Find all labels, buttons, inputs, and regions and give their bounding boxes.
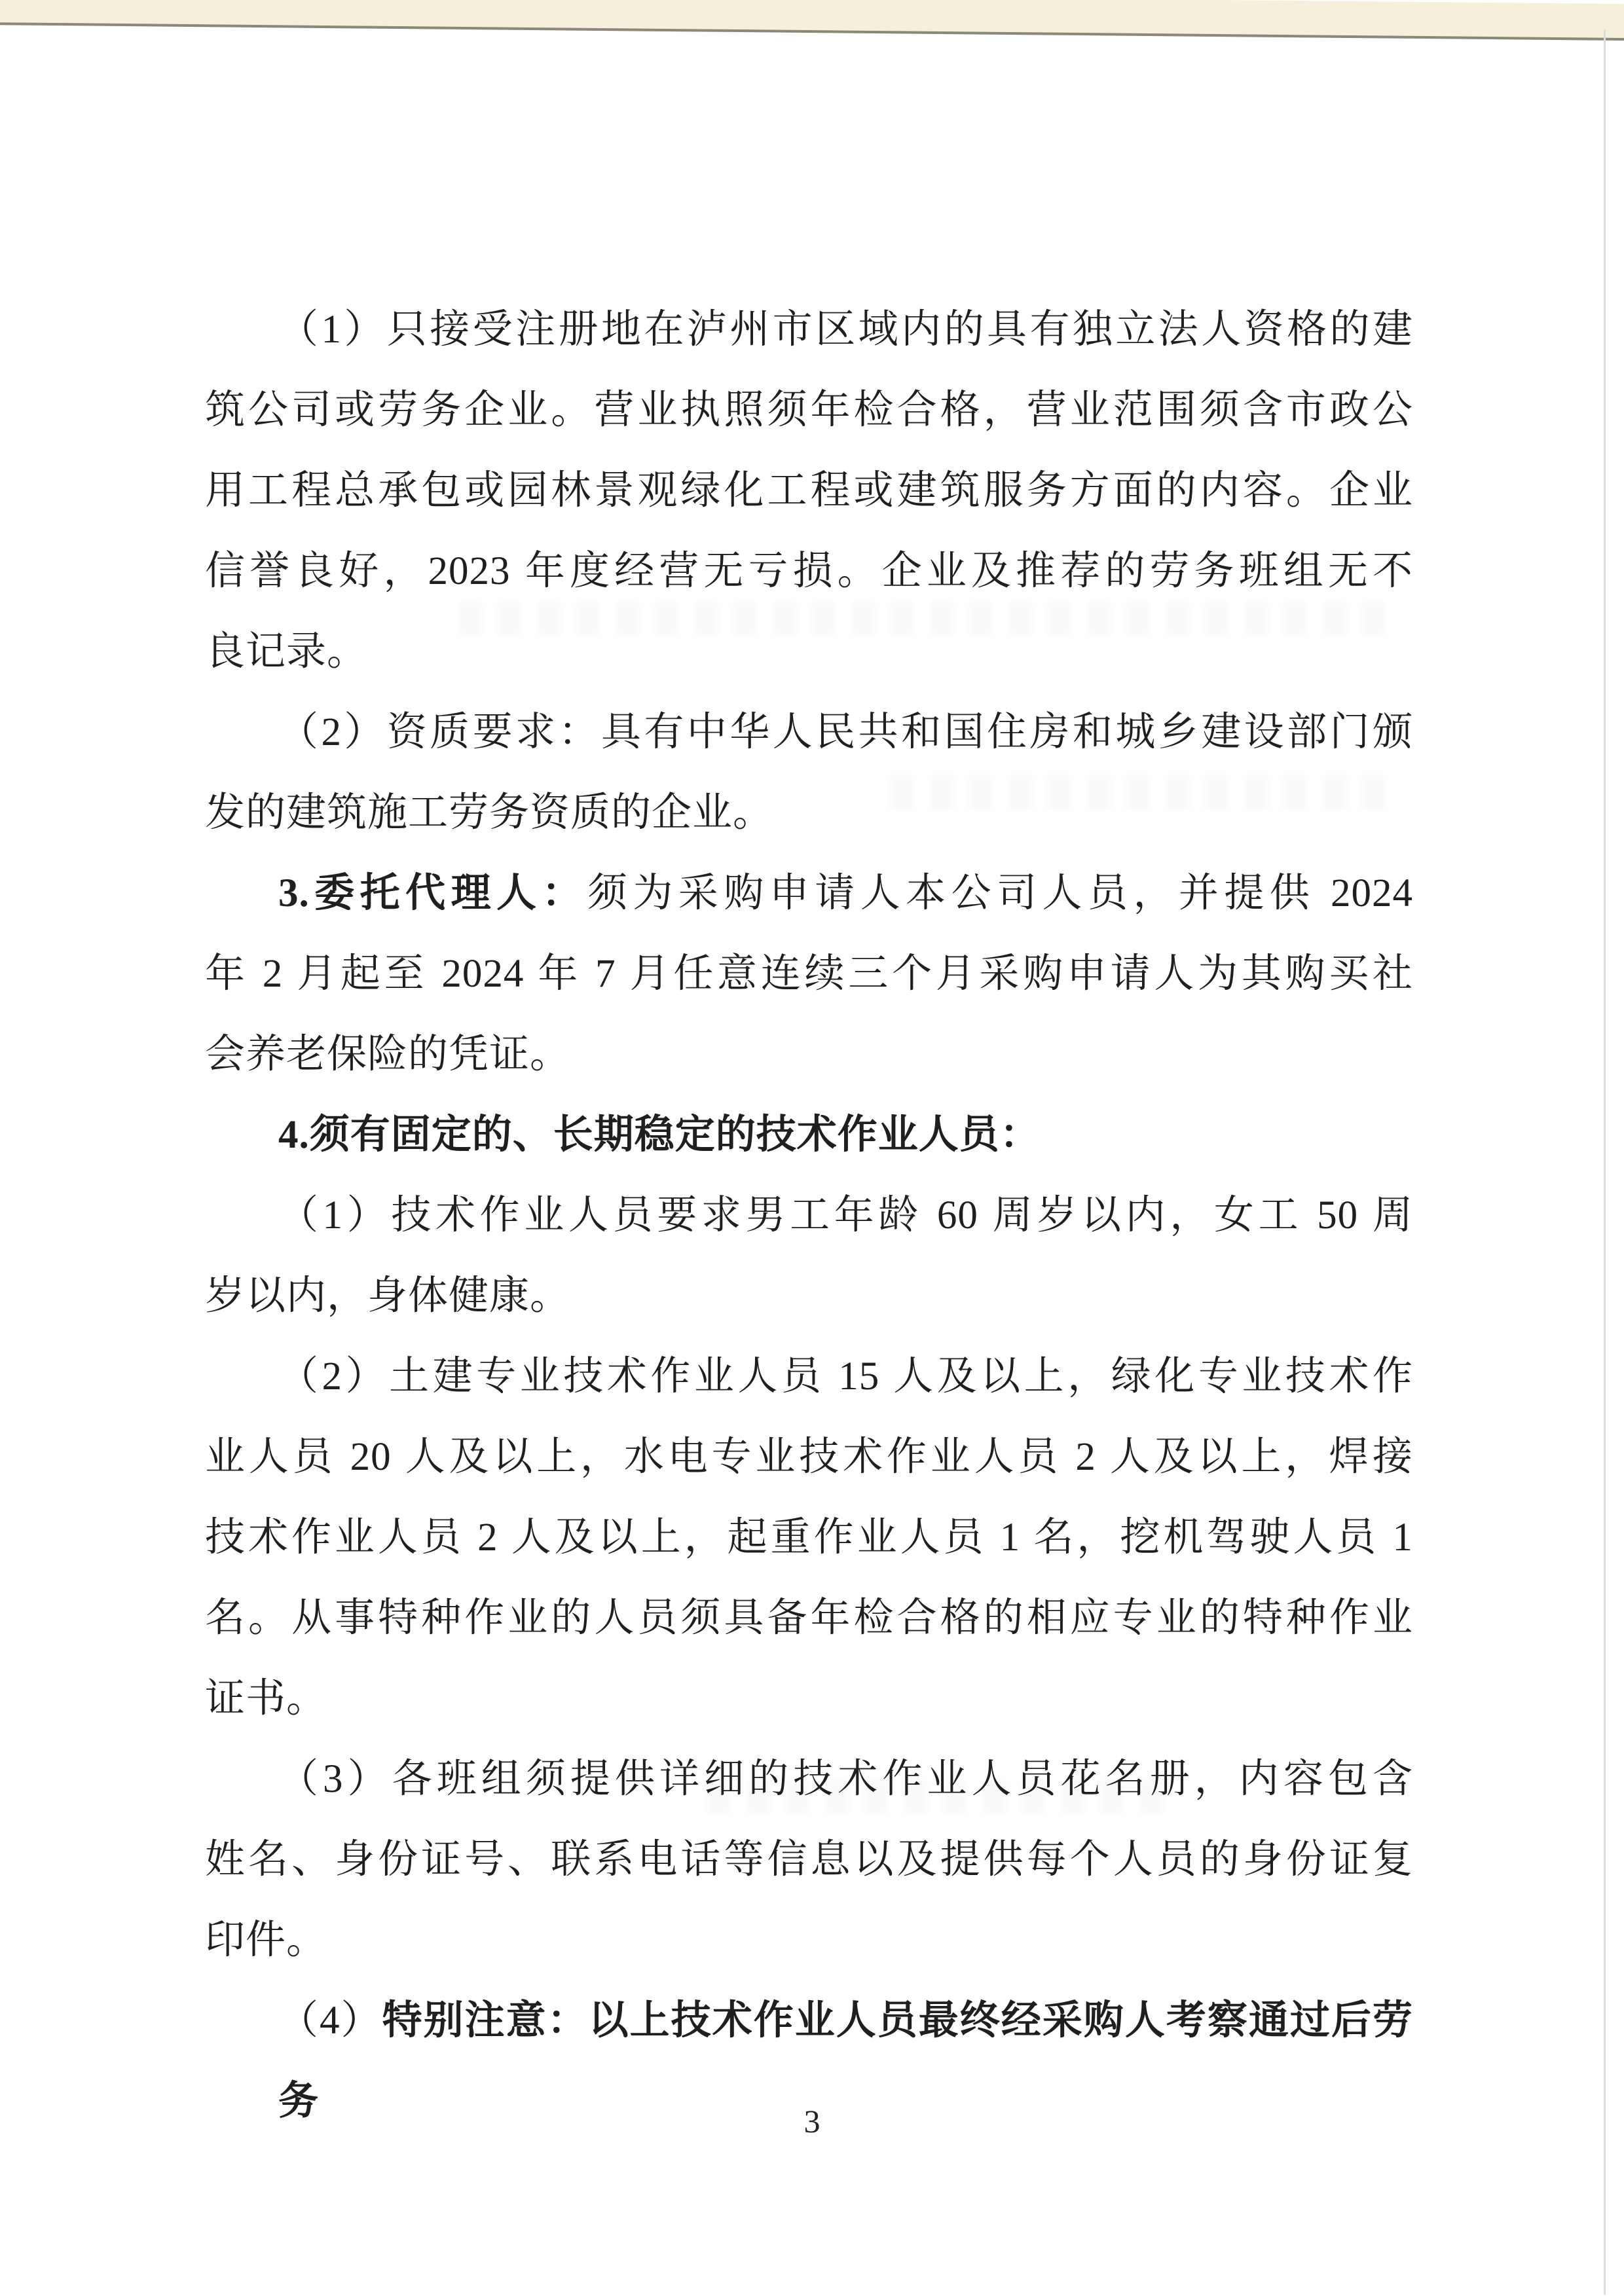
scan-right-edge-artifact [1604,29,1606,2295]
text-line [205,370,1413,450]
text-run: 年 2 月起至 2024 年 7 月任意连续三个月采购申请人为其购买社 [205,952,1413,996]
text-run: （1）只接受注册地在泸州市区域内的具有独立法人资格的建 [278,308,1413,352]
text-run: 须为采购申请人本公司人员，并提供 2024 [587,871,1413,915]
text-line [205,1739,1413,1819]
scan-top-edge-artifact [0,0,1624,41]
text-line [205,1900,1413,1980]
text-line [205,1497,1413,1578]
text-line [205,1819,1413,1900]
text-run: （2）土建专业技术作业人员 15 人及以上，绿化专业技术作 [278,1355,1413,1398]
text-line [205,692,1413,773]
text-line [205,853,1413,934]
text-run: 会养老保险的凭证。 [205,1032,571,1076]
text-line [205,450,1413,531]
text-run: 信誉良好，2023 年度经营无亏损。企业及推荐的劳务班组无不 [205,549,1413,593]
text-run: 技术作业人员 2 人及以上，起重作业人员 1 名，挖机驾驶人员 1 [205,1516,1413,1559]
text-run: 良记录。 [205,630,368,674]
text-line [205,289,1413,370]
text-line [205,934,1413,1014]
text-run: 岁以内，身体健康。 [205,1274,571,1318]
text-run: 发的建筑施工劳务资质的企业。 [205,791,774,835]
text-line [205,1417,1413,1497]
page-number: 3 [803,2103,821,2140]
bold-text-run: 特别注意：以上技术作业人员最终经采购人考察通过后劳务 [278,1999,1413,2123]
text-line [205,531,1413,611]
text-line [205,1014,1413,1095]
text-run: 名。从事特种作业的人员须具备年检合格的相应专业的特种作业 [205,1596,1413,1640]
text-run: （3）各班组须提供详细的技术作业人员花名册，内容包含 [278,1757,1413,1801]
bold-text-run: 4.须有固定的、长期稳定的技术作业人员： [278,1113,1041,1157]
text-run: （1）技术作业人员要求男工年龄 60 周岁以内，女工 50 周 [278,1194,1413,1237]
text-run: 业人员 20 人及以上，水电专业技术作业人员 2 人及以上，焊接 [205,1435,1413,1479]
text-run: 用工程总承包或园林景观绿化工程或建筑服务方面的内容。企业 [205,469,1413,513]
text-line [205,611,1413,692]
text-line [205,1175,1413,1256]
text-line [205,1256,1413,1336]
text-line [205,1658,1413,1739]
text-line [205,1578,1413,1658]
text-line [205,773,1413,853]
text-line [205,1095,1413,1175]
text-line [205,1336,1413,1417]
text-run: （2）资质要求：具有中华人民共和国住房和城乡建设部门颁 [278,710,1413,754]
document-body [205,289,1413,2123]
text-line [205,1980,1413,2123]
text-run: 证书。 [205,1677,327,1721]
text-run: 印件。 [205,1918,327,1962]
text-run: 姓名、身份证号、联系电话等信息以及提供每个人员的身份证复 [205,1838,1413,1882]
text-run: （4） [278,1999,382,2043]
bold-text-run: 3.委托代理人： [278,871,587,915]
text-run: 筑公司或劳务企业。营业执照须年检合格，营业范围须含市政公 [205,388,1413,432]
